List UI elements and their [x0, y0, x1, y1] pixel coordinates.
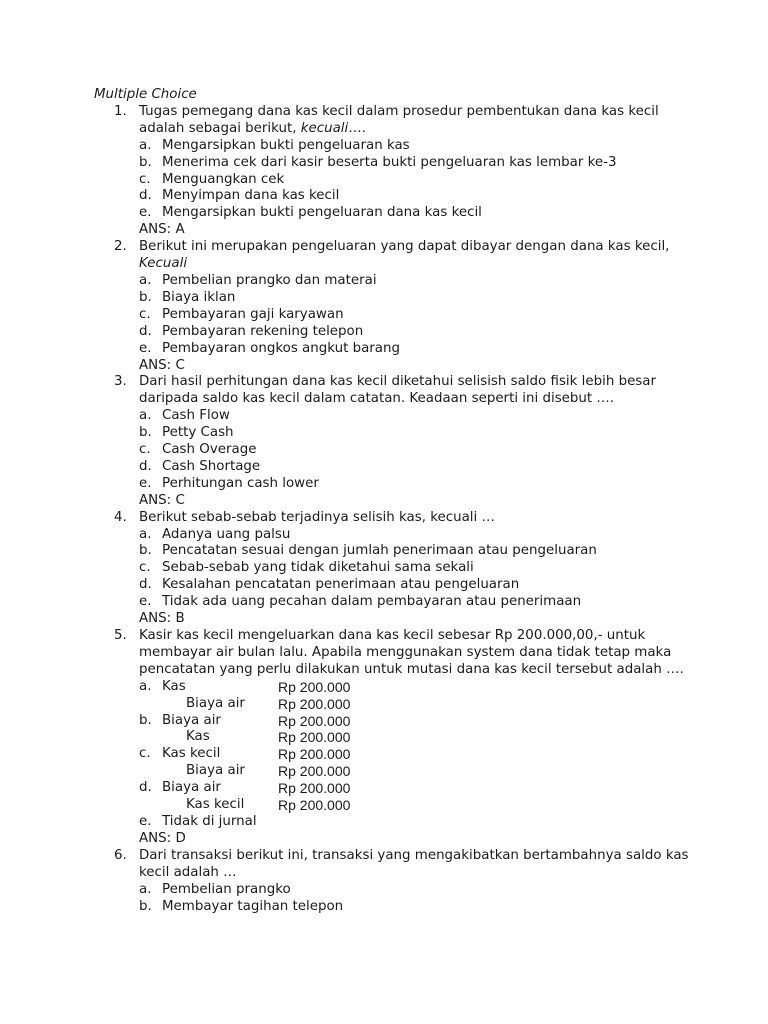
debit-account: Biaya air	[162, 780, 221, 796]
answer-key: ANS: C	[139, 357, 185, 373]
question-1	[94, 104, 694, 239]
debit-amount: Rp 200.000	[278, 780, 351, 797]
answer-key: ANS: B	[139, 611, 185, 627]
question-2	[94, 239, 694, 374]
credit-account: Biaya air	[186, 695, 245, 711]
option-b: b. Membayar tagihan telepon	[139, 898, 344, 914]
option-a: a. Mengarsipkan bukti pengeluaran kas	[139, 137, 410, 153]
option-e: e. Mengarsipkan bukti pengeluaran dana kas kecil	[139, 205, 482, 221]
journal-option-c: c. Kas kecil Rp 200.000 Biaya air Rp 200.000	[139, 746, 351, 780]
option-d: d. Pembayaran rekening telepon	[139, 323, 364, 339]
question-text: Dari transaksi berikut ini, transaksi yang mengakibatkan bertambahnya saldo kas kecil adalah …	[139, 847, 689, 880]
debit-amount: Rp 200.000	[278, 678, 351, 695]
option-c: c. Menguangkan cek	[139, 171, 285, 187]
question-3	[94, 374, 694, 509]
debit-amount: Rp 200.000	[278, 712, 351, 729]
question-text: Kasir kas kecil mengeluarkan dana kas kecil sebesar Rp 200.000,00,- untuk membayar air bulan lalu. Apabila menggunakan system dana tidak tetap maka pencatatan yang perlu dilakukan untuk mutasi dana kas kecil tersebut adalah ….	[139, 628, 684, 677]
question-number: 2.	[114, 239, 127, 255]
option-a: a. Cash Flow	[139, 408, 230, 424]
question-text: Berikut sebab-sebab terjadinya selisih kas, kecuali …	[139, 509, 495, 525]
option-a: a. Adanya uang palsu	[139, 526, 291, 542]
journal-option-a: a. Kas Rp 200.000 Biaya air Rp 200.000	[139, 678, 351, 712]
option-a: a. Pembelian prangko dan materai	[139, 272, 377, 288]
option-c: c. Pembayaran gaji karyawan	[139, 306, 344, 322]
debit-account: Kas	[162, 678, 186, 694]
document-page	[94, 87, 694, 915]
credit-amount: Rp 200.000	[278, 797, 351, 814]
journal-option-b: b. Biaya air Rp 200.000 Kas Rp 200.000	[139, 712, 351, 746]
option-b: b. Menerima cek dari kasir beserta bukti pengeluaran kas lembar ke-3	[139, 154, 617, 170]
question-number: 4.	[114, 509, 127, 525]
question-number: 5.	[114, 628, 127, 643]
option-c: c. Sebab-sebab yang tidak diketahui sama sekali	[139, 560, 474, 576]
debit-account: Biaya air	[162, 712, 221, 728]
answer-key: ANS: C	[139, 492, 185, 508]
credit-amount: Rp 200.000	[278, 763, 351, 780]
question-text: Berikut ini merupakan pengeluaran yang dapat dibayar dengan dana kas kecil, Kecuali	[139, 239, 670, 272]
journal-option-d: d. Biaya air Rp 200.000 Kas kecil Rp 200.000	[139, 780, 351, 814]
option-a: a. Pembelian prangko	[139, 881, 291, 897]
option-b: b. Petty Cash	[139, 425, 234, 441]
option-d: d. Menyimpan dana kas kecil	[139, 188, 340, 204]
question-4	[94, 510, 694, 628]
credit-account: Biaya air	[186, 763, 245, 779]
emphasis-text: kecuali	[300, 120, 349, 136]
section-heading: Multiple Choice	[94, 87, 197, 102]
option-e: e. Pembayaran ongkos angkut barang	[139, 340, 400, 356]
option-c: c. Cash Overage	[139, 442, 257, 458]
debit-amount: Rp 200.000	[278, 746, 351, 763]
answer-key: ANS: D	[139, 830, 186, 846]
option-e: e. Tidak ada uang pecahan dalam pembayaran atau penerimaan	[139, 594, 582, 610]
question-number: 3.	[114, 374, 127, 390]
question-text: Dari hasil perhitungan dana kas kecil diketahui selisish saldo fisik lebih besar daripada saldo kas kecil dalam catatan. Keadaan seperti ini disebut ….	[139, 374, 656, 407]
credit-account: Kas kecil	[186, 797, 245, 813]
question-number: 1.	[114, 103, 127, 119]
option-b: b. Biaya iklan	[139, 289, 236, 305]
question-6	[94, 848, 694, 916]
credit-amount: Rp 200.000	[278, 729, 351, 746]
option-b: b. Pencatatan sesuai dengan jumlah penerimaan atau pengeluaran	[139, 543, 597, 559]
debit-account: Kas kecil	[162, 746, 221, 762]
option-d: d. Kesalahan pencatatan penerimaan atau pengeluaran	[139, 577, 520, 593]
credit-amount: Rp 200.000	[278, 695, 351, 712]
option-d: d. Cash Shortage	[139, 458, 261, 474]
question-text: Tugas pemegang dana kas kecil dalam prosedur pembentukan dana kas kecil adalah sebagai berikut, kecuali….	[139, 103, 659, 136]
question-number: 6.	[114, 847, 127, 863]
emphasis-text: Kecuali	[139, 256, 188, 272]
option-e: e. Tidak di jurnal	[139, 813, 257, 829]
question-5	[94, 628, 694, 848]
option-e: e. Perhitungan cash lower	[139, 475, 319, 491]
credit-account: Kas	[186, 729, 210, 745]
answer-key: ANS: A	[139, 222, 185, 238]
